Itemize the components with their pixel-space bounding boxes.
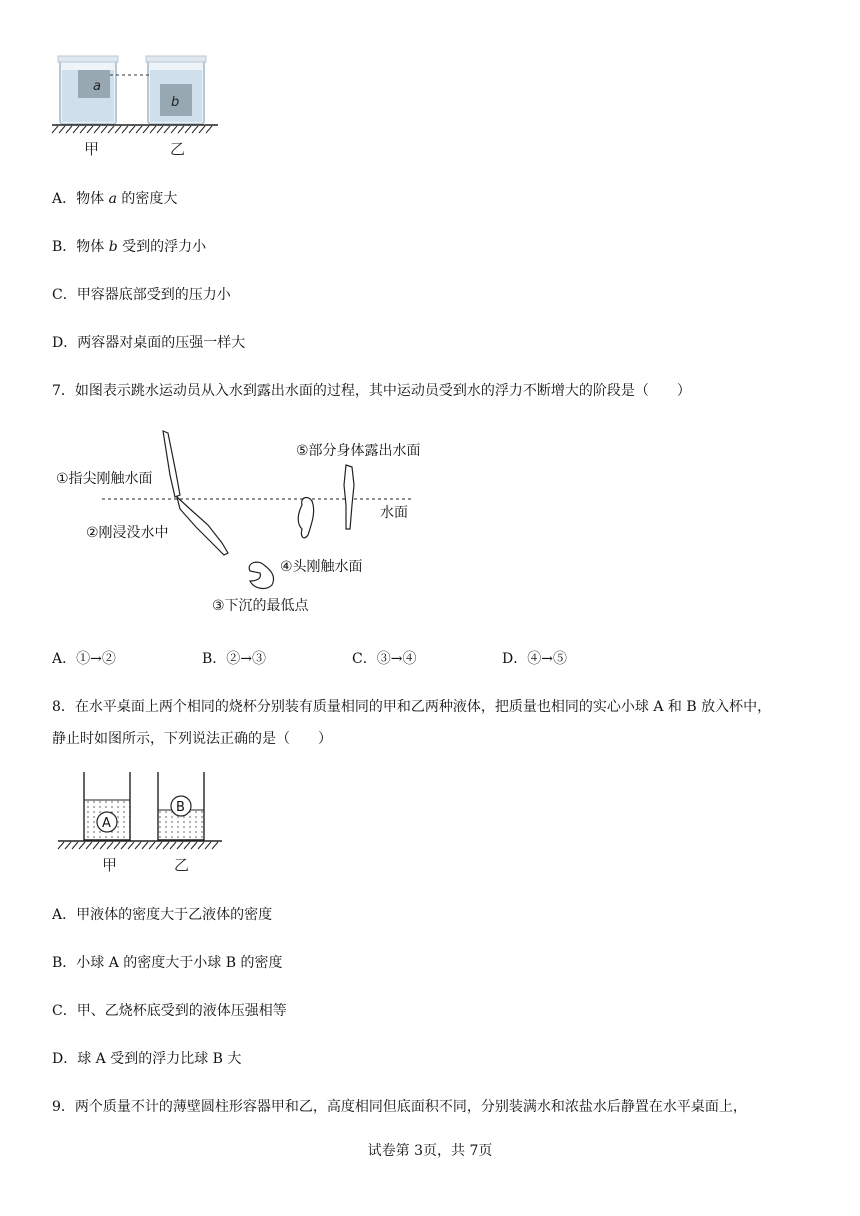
ground-hatch <box>129 126 135 133</box>
beaker-jia-2 <box>84 772 130 840</box>
ground-hatch <box>206 126 212 133</box>
ground-hatch <box>191 842 197 849</box>
diver-3 <box>249 562 273 588</box>
ground-hatch <box>192 126 198 133</box>
label-2: ②刚浸没水中 <box>86 525 169 541</box>
label-b: b <box>171 95 180 110</box>
label-3: ③下沉的最低点 <box>212 598 309 614</box>
diver-figure <box>50 425 430 620</box>
ground-hatch <box>150 126 156 133</box>
q7-option-d: D．④→⑤ <box>502 651 567 667</box>
ground-hatch <box>156 842 162 849</box>
ground-hatch <box>185 126 191 133</box>
page-footer: 试卷第 3页，共 7页 <box>367 1143 493 1159</box>
label-4: ④头刚触水面 <box>280 559 363 575</box>
q6-option-b: B．物体 b 受到的浮力小 <box>52 239 207 255</box>
q6-option-c: C．甲容器底部受到的压力小 <box>52 287 231 303</box>
ground-hatch <box>65 842 71 849</box>
ground-hatch <box>143 126 149 133</box>
ground-hatch <box>199 126 205 133</box>
ground-hatch <box>93 842 99 849</box>
q7-option-c: C．③→④ <box>352 651 417 667</box>
ground-hatch <box>170 842 176 849</box>
ground-hatch <box>58 842 64 849</box>
ground-hatch <box>73 126 79 133</box>
ground-hatch <box>101 126 107 133</box>
ground-hatch <box>212 842 218 849</box>
ground-hatch <box>198 842 204 849</box>
caption-yi: 乙 <box>170 140 186 158</box>
q8-option-c: C．甲、乙烧杯底受到的液体压强相等 <box>52 1003 287 1019</box>
beakers-figure <box>50 50 230 165</box>
ground-hatch <box>87 126 93 133</box>
ground-hatch <box>142 842 148 849</box>
ball-b-label: B <box>176 800 185 815</box>
q7-option-b: B．②→③ <box>202 651 267 667</box>
ground-hatch <box>72 842 78 849</box>
ground-hatch <box>205 842 211 849</box>
ground-hatch <box>128 842 134 849</box>
caption-yi-2: 乙 <box>174 856 190 874</box>
ground-hatch <box>121 842 127 849</box>
ground-hatch <box>149 842 155 849</box>
label-a: a <box>93 79 101 94</box>
ground-hatch <box>177 842 183 849</box>
q6-option-a: A．物体 a 的密度大 <box>52 191 178 207</box>
ground-hatch <box>122 126 128 133</box>
ground-hatch <box>80 126 86 133</box>
ground-hatch <box>115 126 121 133</box>
diver-5 <box>344 465 354 529</box>
ground-hatch <box>107 842 113 849</box>
ground-hatch <box>79 842 85 849</box>
q7-stem: 7．如图表示跳水运动员从入水到露出水面的过程，其中运动员受到水的浮力不断增大的阶段是（ ） <box>52 383 691 399</box>
ground-hatch <box>184 842 190 849</box>
ground-hatch <box>100 842 106 849</box>
ground-hatch <box>164 126 170 133</box>
diver-2 <box>177 497 228 555</box>
beaker-yi <box>146 56 206 124</box>
q8-option-b: B．小球 A 的密度大于小球 B 的密度 <box>52 955 283 971</box>
caption-jia-2: 甲 <box>102 856 118 874</box>
ground-hatch <box>135 842 141 849</box>
ground-hatch <box>108 126 114 133</box>
ground-hatch <box>94 126 100 133</box>
label-1: ①指尖刚触水面 <box>56 471 153 487</box>
beaker-jia <box>58 56 118 124</box>
beaker-yi-2 <box>158 772 204 840</box>
q6-option-d: D．两容器对桌面的压强一样大 <box>52 335 246 351</box>
ground-hatch <box>52 126 58 133</box>
balls-figure <box>50 770 230 880</box>
ground-hatch <box>163 842 169 849</box>
ground-hatch <box>157 126 163 133</box>
ground-hatch <box>59 126 65 133</box>
q7-option-a: A．①→② <box>52 651 116 667</box>
caption-jia: 甲 <box>84 140 100 158</box>
surface-label: 水面 <box>380 505 408 521</box>
ground-hatch <box>114 842 120 849</box>
q9-stem: 9．两个质量不计的薄壁圆柱形容器甲和乙，高度相同但底面积不同，分别装满水和浓盐水后静置在水平桌面上， <box>52 1099 747 1115</box>
diver-4 <box>298 498 313 538</box>
ground-hatch <box>136 126 142 133</box>
ground-hatch <box>66 126 72 133</box>
q8-stem-line1: 8．在水平桌面上两个相同的烧杯分别装有质量相同的甲和乙两种液体，把质量也相同的实心小球 A 和 B 放入杯中， <box>52 699 772 715</box>
ground-hatch <box>86 842 92 849</box>
label-5: ⑤部分身体露出水面 <box>296 443 421 459</box>
ground-hatch <box>178 126 184 133</box>
diver-1 <box>163 431 180 497</box>
ball-a-label: A <box>102 816 111 831</box>
q8-option-a: A．甲液体的密度大于乙液体的密度 <box>52 907 273 923</box>
q8-stem-line2: 静止时如图所示，下列说法正确的是（ ） <box>52 731 332 747</box>
ground-hatch <box>171 126 177 133</box>
q8-option-d: D．球 A 受到的浮力比球 B 大 <box>52 1051 242 1067</box>
